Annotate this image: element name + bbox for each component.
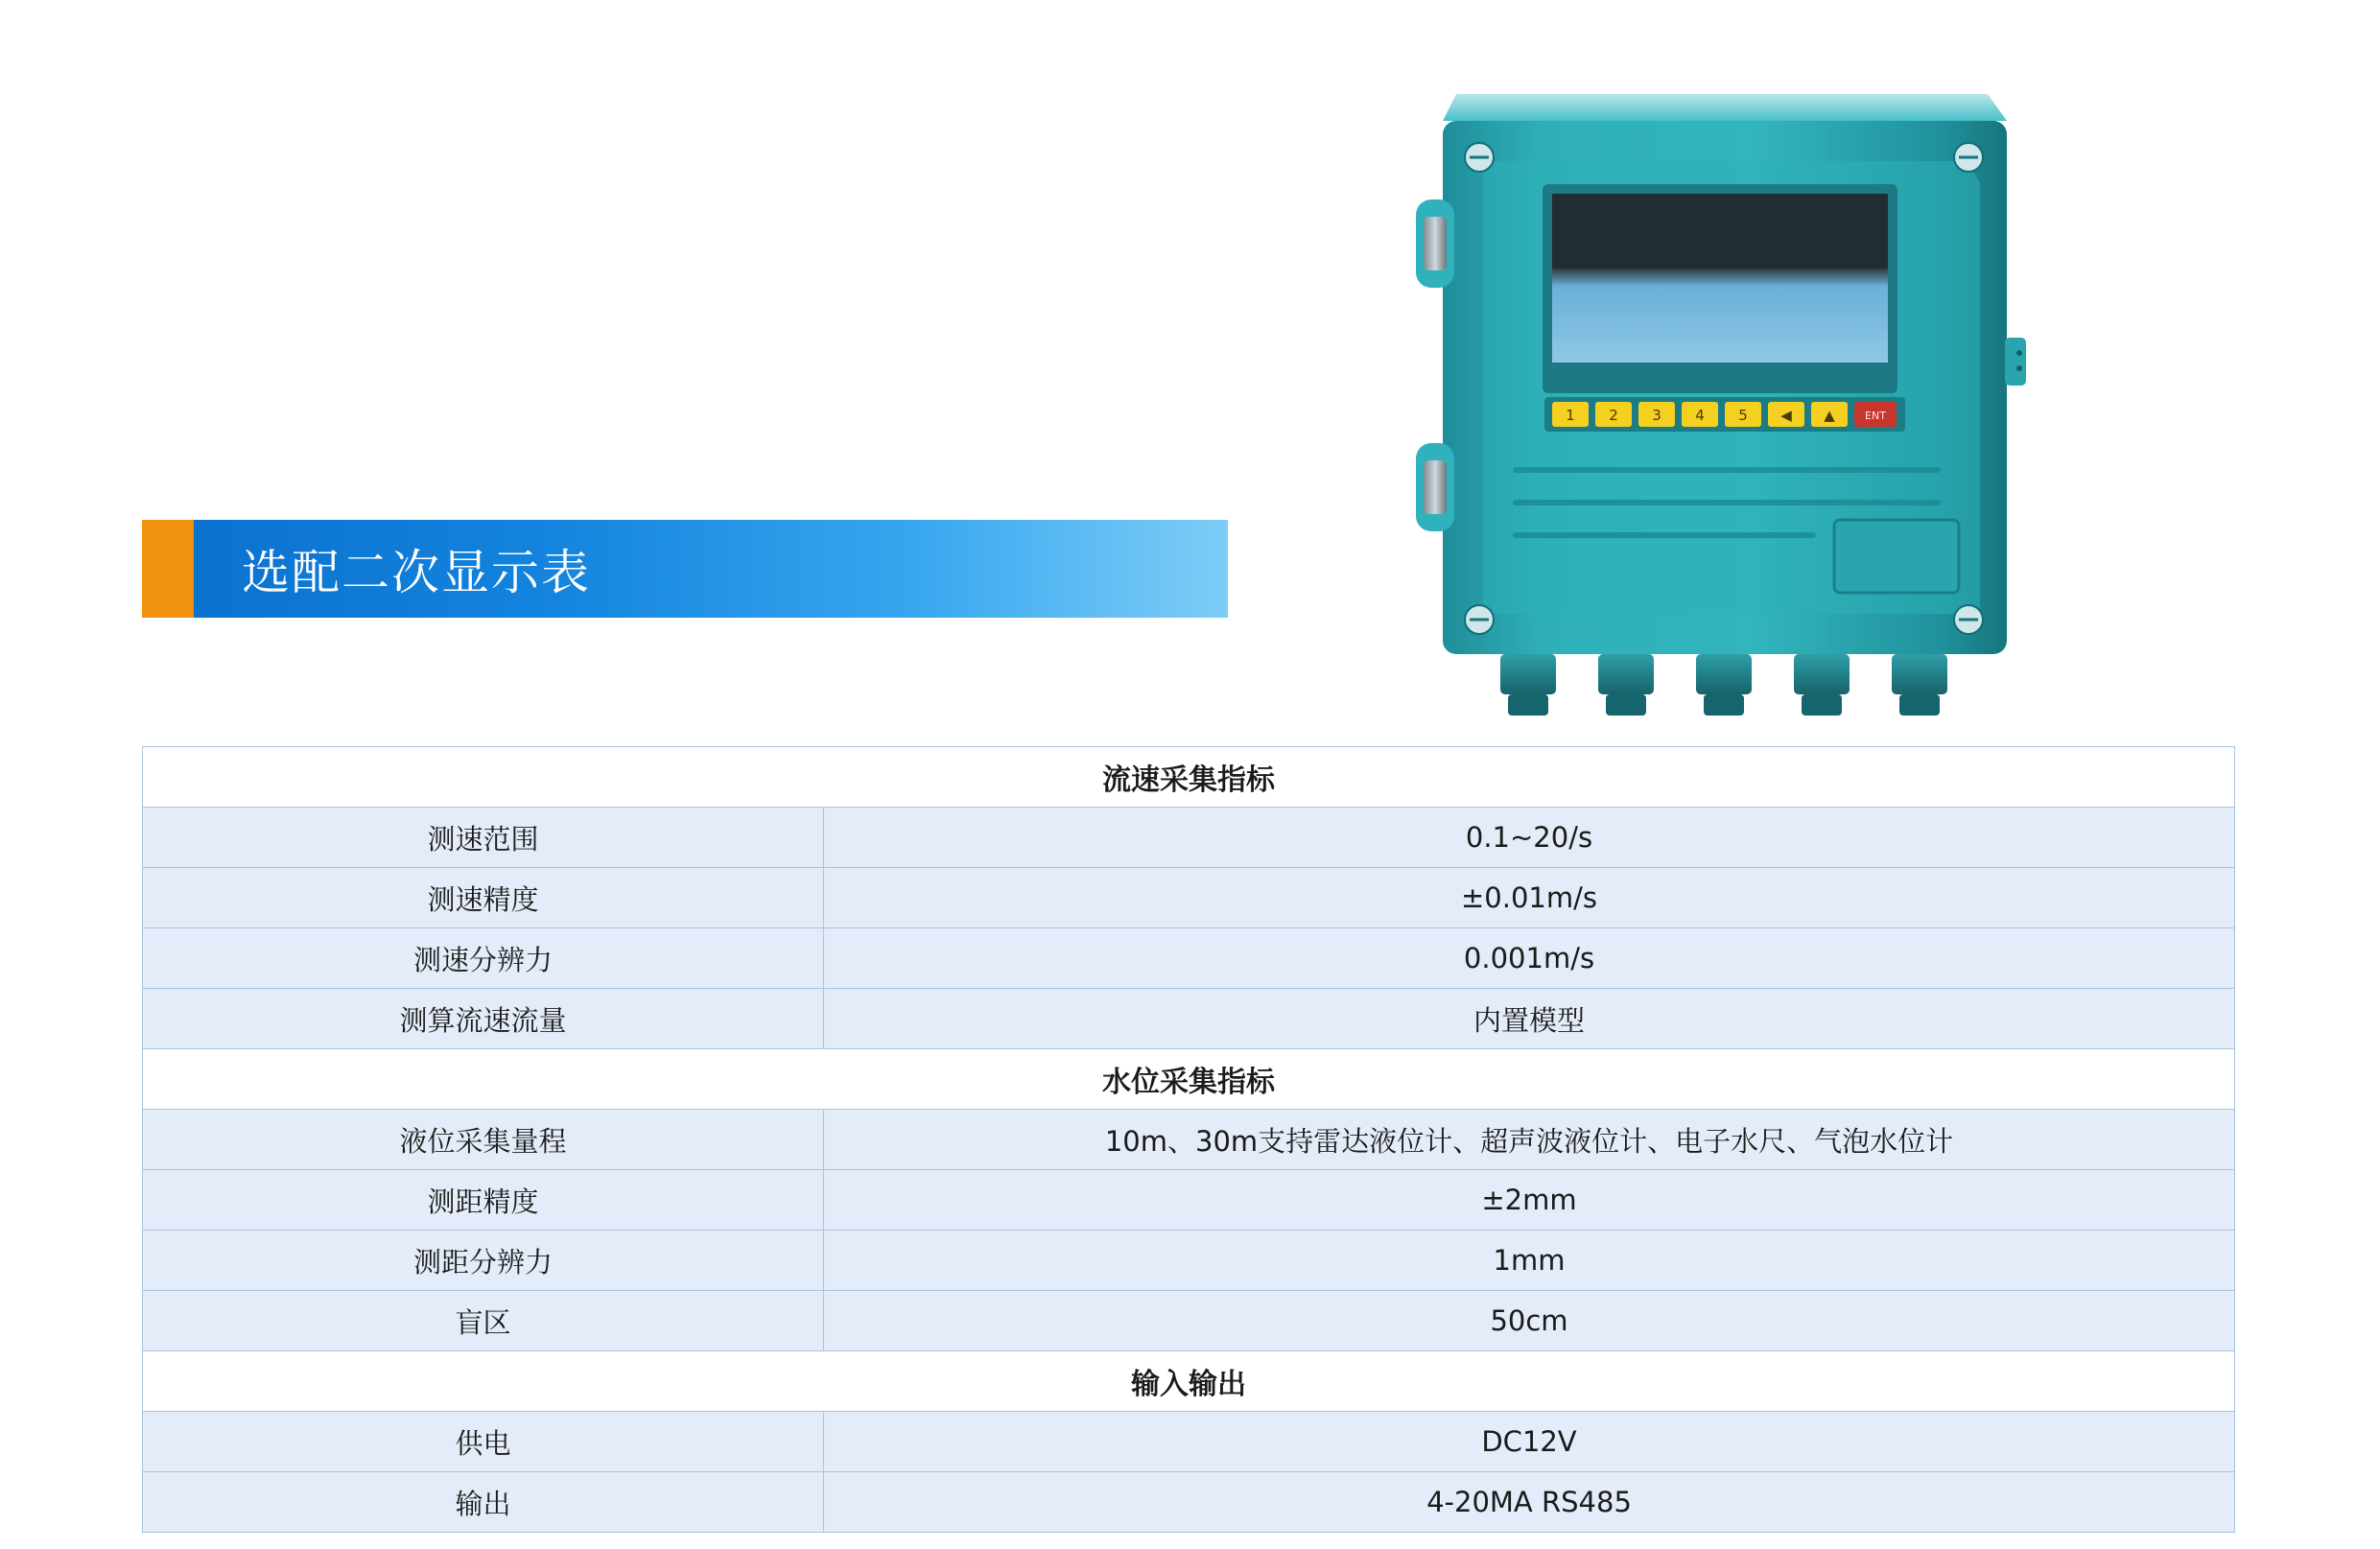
row-value: DC12V xyxy=(824,1412,2235,1472)
row-label: 盲区 xyxy=(143,1291,824,1351)
table-row xyxy=(143,989,2235,1049)
section-title: 输入输出 xyxy=(143,1351,2235,1412)
section-banner xyxy=(142,520,1228,618)
row-label: 测距精度 xyxy=(143,1170,824,1231)
device-illustration xyxy=(1401,77,2072,739)
table-row xyxy=(143,1412,2235,1472)
row-label: 液位采集量程 xyxy=(143,1110,824,1170)
row-value: 0.001m/s xyxy=(824,928,2235,989)
section-title: 水位采集指标 xyxy=(143,1049,2235,1110)
page-title: 选配二次显示表 xyxy=(242,545,591,600)
section-title: 流速采集指标 xyxy=(143,747,2235,808)
row-value: 1mm xyxy=(824,1231,2235,1291)
row-value: 50cm xyxy=(824,1291,2235,1351)
table-row xyxy=(143,1170,2235,1231)
svg-text:▲: ▲ xyxy=(1824,407,1835,424)
svg-text:4: 4 xyxy=(1695,407,1705,424)
table-section-row xyxy=(143,1351,2235,1412)
table-row xyxy=(143,928,2235,989)
svg-text:2: 2 xyxy=(1609,407,1618,424)
row-label: 测算流速流量 xyxy=(143,989,824,1049)
row-label: 测速范围 xyxy=(143,808,824,868)
device-photo xyxy=(1401,77,2072,739)
row-value: ±0.01m/s xyxy=(824,868,2235,928)
row-value: 10m、30m支持雷达液位计、超声波液位计、电子水尺、气泡水位计 xyxy=(824,1110,2235,1170)
svg-text:ENT: ENT xyxy=(1865,410,1886,422)
row-value: 0.1~20/s xyxy=(824,808,2235,868)
banner-accent-bar xyxy=(142,520,194,618)
row-label: 测距分辨力 xyxy=(143,1231,824,1291)
table-section-row xyxy=(143,747,2235,808)
row-value: 内置模型 xyxy=(824,989,2235,1049)
banner-gradient-bar xyxy=(194,520,1228,618)
table-section-row xyxy=(143,1049,2235,1110)
row-label: 输出 xyxy=(143,1472,824,1533)
svg-text:◀: ◀ xyxy=(1780,407,1792,424)
svg-text:3: 3 xyxy=(1652,407,1661,424)
table-row xyxy=(143,808,2235,868)
specification-table-body xyxy=(143,747,2235,1533)
svg-text:1: 1 xyxy=(1566,407,1575,424)
row-label: 供电 xyxy=(143,1412,824,1472)
row-label: 测速分辨力 xyxy=(143,928,824,989)
table-row xyxy=(143,1472,2235,1533)
table-row xyxy=(143,1231,2235,1291)
specification-table xyxy=(142,746,2235,1533)
row-value: ±2mm xyxy=(824,1170,2235,1231)
svg-text:5: 5 xyxy=(1738,407,1748,424)
table-row xyxy=(143,1291,2235,1351)
table-row xyxy=(143,1110,2235,1170)
table-row xyxy=(143,868,2235,928)
row-label: 测速精度 xyxy=(143,868,824,928)
row-value: 4-20MA RS485 xyxy=(824,1472,2235,1533)
